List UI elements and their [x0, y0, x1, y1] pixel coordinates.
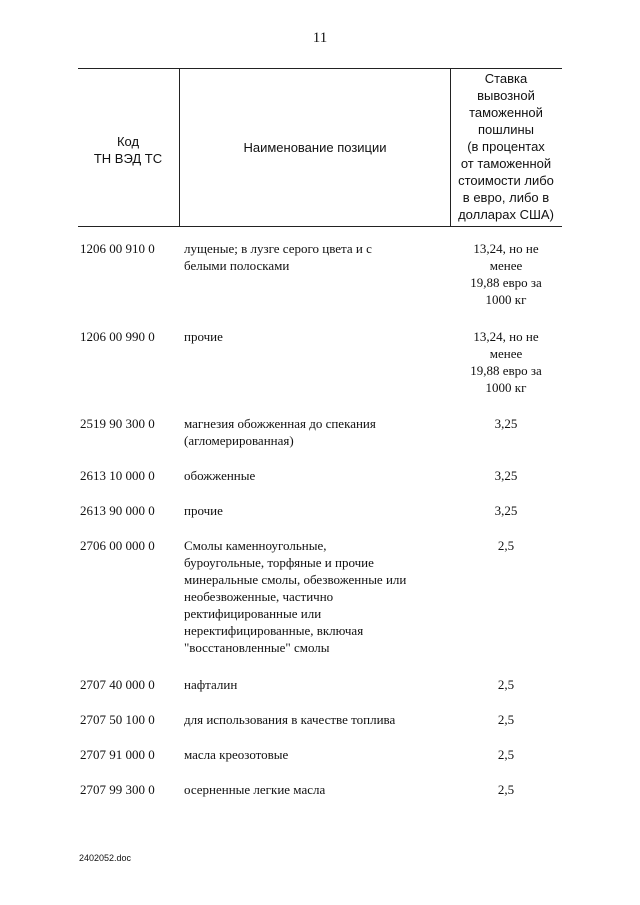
row-rate-line: 2,5 — [497, 782, 515, 797]
row-name-line: масла креозотовые — [184, 747, 289, 762]
row-rate-line: 13,24, но не — [473, 329, 539, 344]
row-rate-line: 2,5 — [497, 747, 515, 762]
page-number: 11 — [312, 30, 328, 46]
row-name-line: лущеные; в лузге серого цвета и с — [184, 241, 372, 256]
row-name — [184, 415, 450, 449]
header-rate-line: Ставка — [484, 71, 528, 86]
row-name-line: прочие — [184, 329, 223, 344]
footer-filename: 2402052.doc — [79, 853, 132, 863]
header-rate-line: стоимости либо — [458, 173, 554, 188]
row-name — [184, 746, 450, 763]
row-rate — [450, 746, 562, 763]
row-name — [184, 676, 450, 693]
row-rate-line: 19,88 евро за — [470, 363, 542, 378]
header-rate-line: (в процентах — [467, 139, 545, 154]
row-rate — [450, 415, 562, 432]
row-rate — [450, 781, 562, 798]
row-name-line: минеральные смолы, обезвоженные или — [184, 572, 407, 587]
row-name-line: (агломерированная) — [184, 433, 294, 448]
row-rate-line: 2,5 — [497, 712, 515, 727]
table-header — [78, 68, 562, 227]
row-name-line: "восстановленные" смолы — [184, 640, 330, 655]
row-code: 2707 40 000 0 — [80, 677, 155, 692]
row-name-line: нафталин — [184, 677, 238, 692]
row-name-line: необезвоженные, частично — [184, 589, 334, 604]
row-rate — [450, 711, 562, 728]
row-name — [184, 781, 450, 798]
row-name — [184, 467, 450, 484]
row-rate — [450, 537, 562, 554]
row-name — [184, 537, 450, 656]
row-rate-line: 2,5 — [497, 677, 515, 692]
row-rate-line: 1000 кг — [485, 292, 527, 307]
row-rate-line: 2,5 — [497, 538, 515, 553]
row-code: 2613 10 000 0 — [80, 468, 155, 483]
row-code: 1206 00 910 0 — [80, 241, 155, 256]
header-rate-line: долларах США) — [458, 207, 554, 222]
row-name-line: ректифицированные или — [184, 606, 322, 621]
row-name-line: магнезия обожженная до спекания — [184, 416, 376, 431]
row-name — [184, 328, 450, 345]
row-rate-line: 3,25 — [494, 503, 518, 518]
row-rate — [450, 240, 562, 308]
row-rate-line: менее — [489, 346, 523, 361]
row-code: 2519 90 300 0 — [80, 416, 155, 431]
header-code-line: Код — [116, 134, 140, 149]
header-rate — [450, 69, 562, 227]
header-rate-line: пошлины — [477, 122, 535, 137]
row-rate — [450, 676, 562, 693]
row-name-line: для использования в качестве топлива — [184, 712, 396, 727]
row-name-line: обожженные — [184, 468, 256, 483]
row-rate-line: менее — [489, 258, 523, 273]
row-code: 2707 91 000 0 — [80, 747, 155, 762]
header-rate-line: от таможенной — [460, 156, 552, 171]
row-rate-line: 1000 кг — [485, 380, 527, 395]
row-name-line: белыми полосками — [184, 258, 290, 273]
row-name-line: осерненные легкие масла — [184, 782, 326, 797]
row-code: 1206 00 990 0 — [80, 329, 155, 344]
row-name-line: Смолы каменноугольные, — [184, 538, 327, 553]
row-name-line: прочие — [184, 503, 223, 518]
row-rate — [450, 467, 562, 484]
row-name — [184, 502, 450, 519]
row-rate-line: 13,24, но не — [473, 241, 539, 256]
row-code: 2707 99 300 0 — [80, 782, 155, 797]
header-rate-line: вывозной — [477, 88, 535, 103]
row-name — [184, 711, 450, 728]
header-code-line: ТН ВЭД ТС — [93, 151, 163, 166]
row-rate — [450, 328, 562, 396]
row-rate — [450, 502, 562, 519]
header-rate-line: таможенной — [469, 105, 543, 120]
row-name — [184, 240, 450, 274]
row-rate-line: 3,25 — [494, 468, 518, 483]
row-code: 2707 50 100 0 — [80, 712, 155, 727]
header-rate-line: в евро, либо в — [462, 190, 550, 205]
header-code — [78, 133, 178, 167]
row-name-line: неректифицированные, включая — [184, 623, 364, 638]
row-name-line: буроугольные, торфяные и прочие — [184, 555, 374, 570]
row-code: 2706 00 000 0 — [80, 538, 155, 553]
row-code: 2613 90 000 0 — [80, 503, 155, 518]
row-rate-line: 3,25 — [494, 416, 518, 431]
header-name: Наименование позиции — [179, 69, 451, 226]
row-rate-line: 19,88 евро за — [470, 275, 542, 290]
